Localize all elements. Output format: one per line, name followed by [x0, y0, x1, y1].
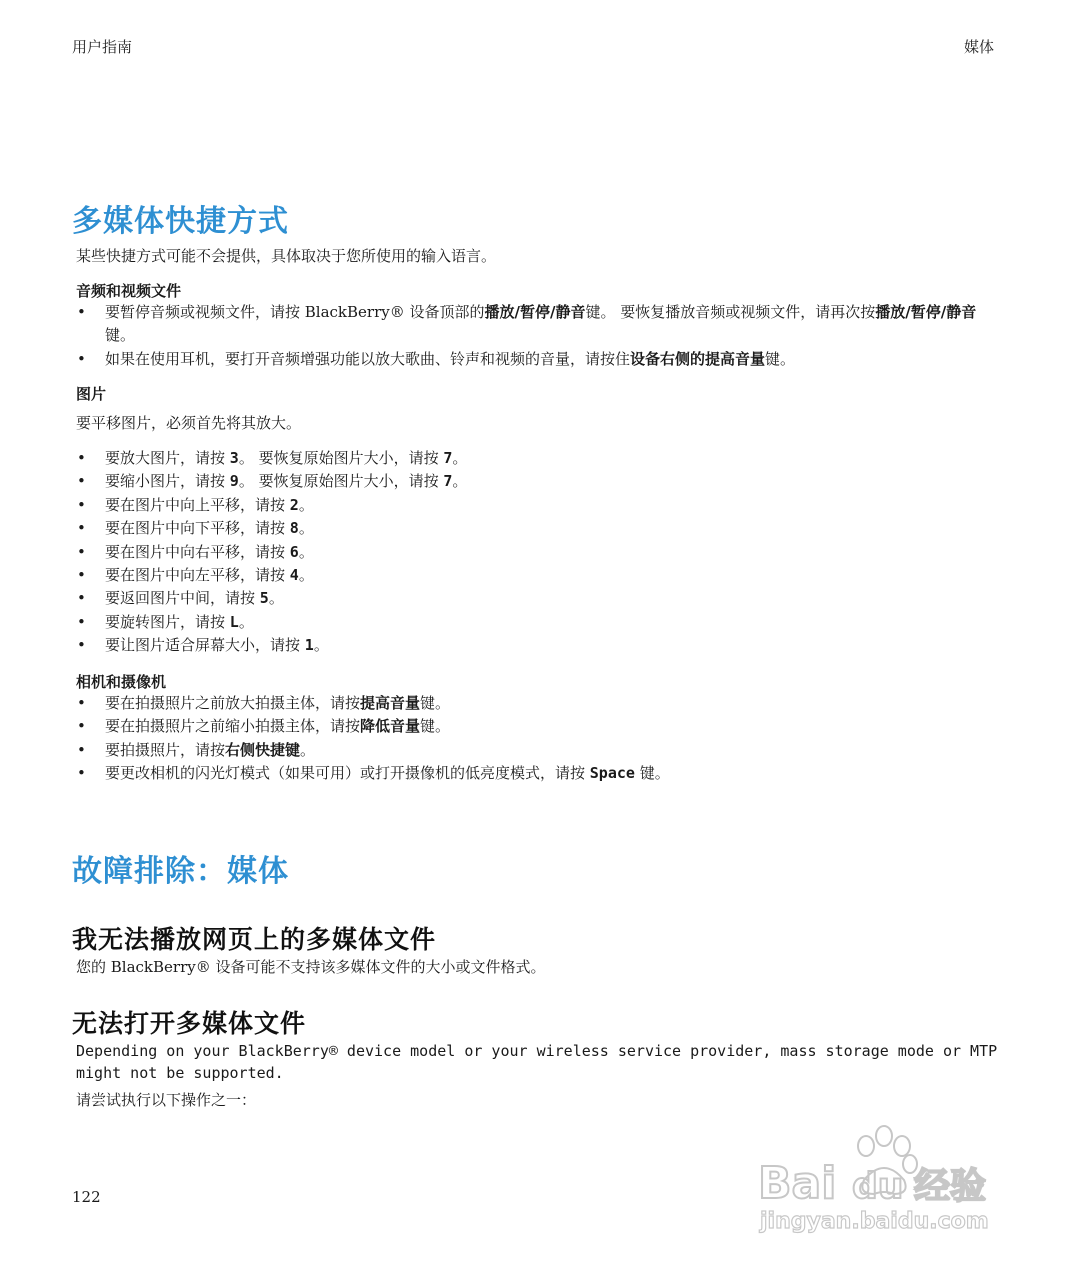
list-item: • 要让图片适合屏幕大小，请按 1。 — [76, 634, 1006, 657]
list-item: • 要拍摄照片，请按右侧快捷键。 — [76, 739, 1006, 762]
header-section-title: 媒体 — [963, 38, 994, 56]
subheading-pictures: 图片 — [76, 385, 107, 403]
audio-video-list — [76, 301, 1006, 371]
camera-list — [76, 692, 1006, 786]
list-item: • 要返回图片中间，请按 5。 — [76, 587, 1006, 610]
header-doc-title: 用户指南 — [72, 38, 133, 56]
list-item: • 要在图片中向上平移，请按 2。 — [76, 494, 1006, 517]
subheading-audio-video: 音频和视频文件 — [76, 282, 182, 300]
watermark-url: jingyan.baidu.com — [760, 1209, 989, 1234]
list-item: • 要在图片中向下平移，请按 8。 — [76, 517, 1006, 540]
list-item: • 要在图片中向右平移，请按 6。 — [76, 541, 1006, 564]
baidu-watermark — [754, 1120, 1004, 1240]
list-item: • 要暂停音频或视频文件，请按 BlackBerry® 设备顶部的播放/暂停/静音键。 要恢复播放音频或视频文件，请再次按播放/暂停/静音键。 — [76, 301, 1006, 348]
watermark-brand2: du — [852, 1166, 904, 1207]
topic-body-line2: might not be supported. — [76, 1064, 284, 1082]
watermark-cn: 经验 — [914, 1166, 987, 1207]
topic-title-cannot-play-web-media: 我无法播放网页上的多媒体文件 — [72, 925, 437, 954]
section-intro: 某些快捷方式可能不会提供，具体取决于您所使用的输入语言。 — [76, 247, 497, 265]
list-item: • 要更改相机的闪光灯模式（如果可用）或打开摄像机的低亮度模式，请按 Space 键。 — [76, 762, 1006, 785]
watermark-brand: Bai — [758, 1158, 837, 1209]
list-item: • 要缩小图片，请按 9。 要恢复原始图片大小，请按 7。 — [76, 470, 1006, 493]
list-item: • 要在拍摄照片之前缩小拍摄主体，请按降低音量键。 — [76, 715, 1006, 738]
pictures-list — [76, 447, 1006, 658]
list-item: • 要在拍摄照片之前放大拍摄主体，请按提高音量键。 — [76, 692, 1006, 715]
topic-body-line1: Depending on your BlackBerry® device model or your wireless service provider, mass storage mode or MTP — [76, 1042, 998, 1060]
topic-body-web-media: 您的 BlackBerry® 设备可能不支持该多媒体文件的大小或文件格式。 — [76, 958, 546, 976]
list-item: • 如果在使用耳机，要打开音频增强功能以放大歌曲、铃声和视频的音量，请按住设备右侧的提高音量键。 — [76, 348, 1006, 371]
topic-body-instruction: 请尝试执行以下操作之一： — [76, 1091, 257, 1109]
pictures-intro: 要平移图片，必须首先将其放大。 — [76, 414, 302, 432]
list-item: • 要在图片中向左平移，请按 4。 — [76, 564, 1006, 587]
list-item: • 要旋转图片，请按 L。 — [76, 611, 1006, 634]
topic-title-cannot-open-media: 无法打开多媒体文件 — [72, 1009, 307, 1038]
list-item: • 要放大图片，请按 3。 要恢复原始图片大小，请按 7。 — [76, 447, 1006, 470]
section-title-troubleshooting: 故障排除：媒体 — [72, 854, 289, 889]
subheading-camera: 相机和摄像机 — [76, 673, 167, 691]
section-title-multimedia-shortcuts: 多媒体快捷方式 — [72, 204, 289, 239]
page-number: 122 — [72, 1188, 101, 1206]
